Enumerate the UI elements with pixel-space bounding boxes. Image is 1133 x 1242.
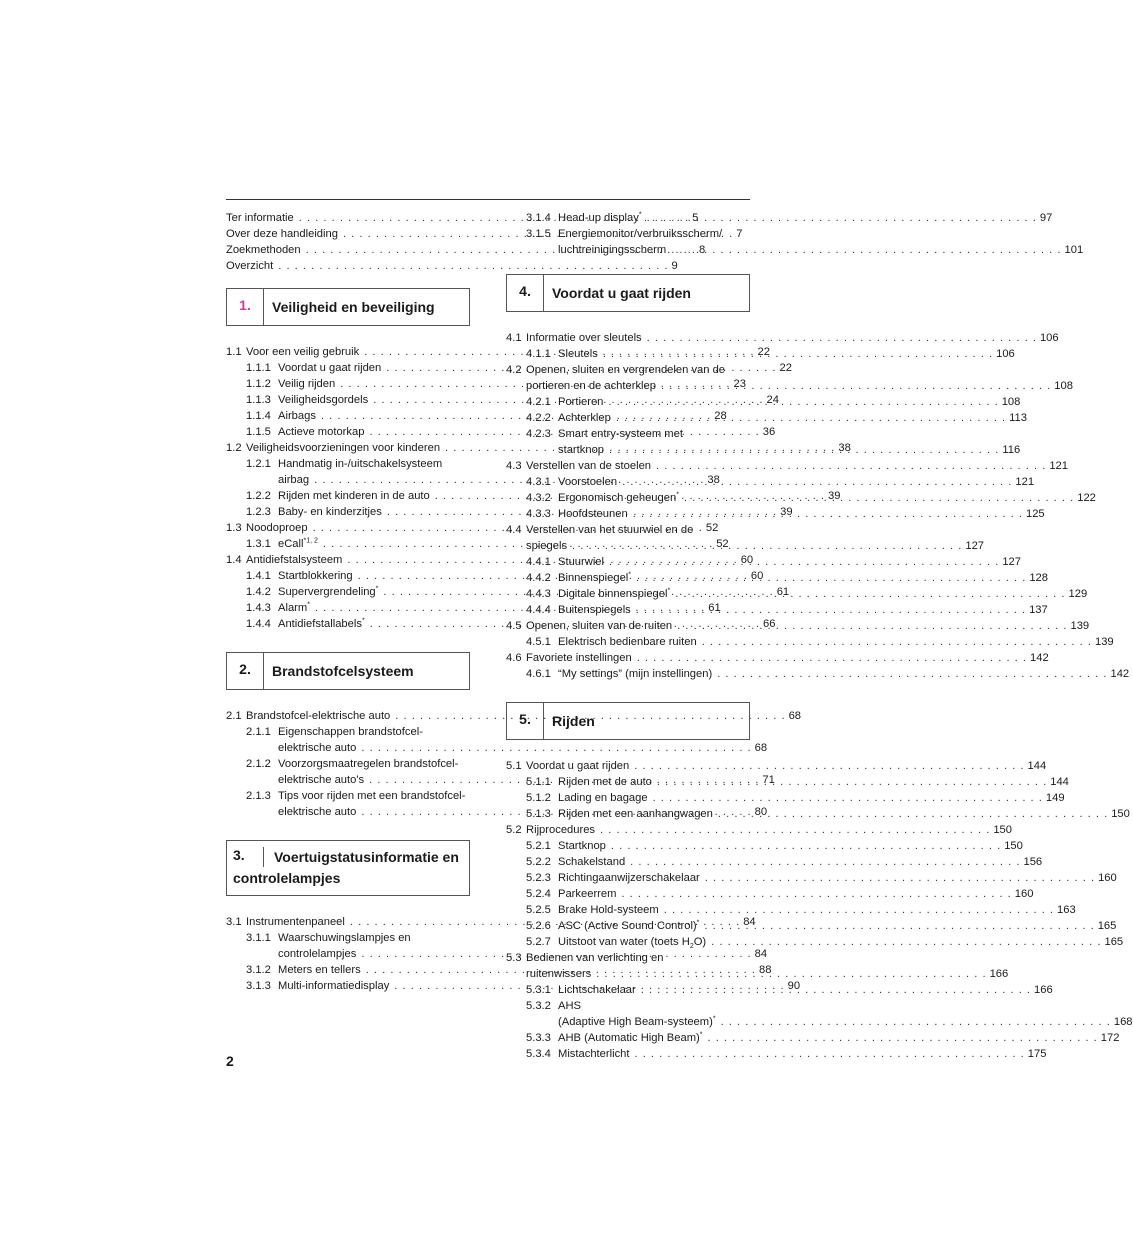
toc-subsection[interactable]: 1.1.2 Veilig rijden . . . 23 (226, 376, 470, 392)
toc-subsection[interactable]: 1.3.1 eCall$^{*1, 2}$ . . . 52 (226, 536, 470, 552)
toc-subsection[interactable]: 4.4.1 Stuurwiel . . . 127 (506, 554, 750, 570)
toc-subsection[interactable]: 3.1.3 Multi-informatiedisplay . . . 90 (226, 978, 470, 994)
toc-section[interactable]: 4.3 Verstellen van de stoelen . . . 121 (506, 458, 750, 474)
toc-section[interactable]: 1.4 Antidiefstalsysteem . . . 60 (226, 552, 470, 568)
toc-subsection[interactable]: 5.1.3 Rijden met een aanhangwagen . . . 150 (506, 806, 750, 822)
toc-subsection[interactable]: 5.3.3 AHB (Automatic High Beam)* . . . 172 (506, 1030, 750, 1046)
top-rule (226, 199, 750, 200)
chapter-title: Voordat u gaat rijden (552, 285, 691, 301)
chapter-heading-3[interactable] (226, 840, 470, 896)
toc-subsection[interactable]: 3.1.4 Head-up display* . . . 97 (506, 210, 750, 226)
toc-subsection[interactable]: 1.2.1 Handmatig in-/uitschakelsysteem airbag . . . 38 (226, 456, 470, 488)
chapter-number: 2. (227, 653, 264, 689)
toc-section[interactable]: 5.3 Bedienen van verlichting en ruitenwissers . . . 166 (506, 950, 750, 982)
chapter-title: Veiligheid en beveiliging (272, 299, 435, 315)
toc-section[interactable]: 1.1 Voor een veilig gebruik . . . 22 (226, 344, 470, 360)
page-number: 2 (226, 1053, 234, 1069)
toc-subsection[interactable]: 1.2.2 Rijden met kinderen in de auto . . . 39 (226, 488, 470, 504)
toc-entry[interactable]: Over deze handleiding . . . 7 (226, 226, 470, 242)
chapter-title: Brandstofcelsysteem (272, 663, 414, 679)
toc-subsection[interactable]: 4.4.2 Binnenspiegel* . . . 128 (506, 570, 750, 586)
toc-section[interactable]: 5.2 Rijprocedures . . . 150 (506, 822, 750, 838)
toc-subsection[interactable]: 4.2.3 Smart entry-systeem met startknop . . . 116 (506, 426, 750, 458)
toc-subsection[interactable]: 4.4.3 Digitale binnenspiegel* . . . 129 (506, 586, 750, 602)
toc-subsection[interactable]: 5.1.1 Rijden met de auto . . . 144 (506, 774, 750, 790)
toc-subsection[interactable]: 1.4.2 Supervergrendeling* . . . 61 (226, 584, 470, 600)
toc-section[interactable]: 4.4 Verstellen van het stuurwiel en de spiegels . . . 127 (506, 522, 750, 554)
toc-subsection[interactable]: 4.6.1 “My settings” (mijn instellingen) . . . 142 (506, 666, 750, 682)
toc-subsection[interactable]: 2.1.2 Voorzorgsmaatregelen brandstofcel- elektrische auto's . . . 71 (226, 756, 470, 788)
toc-subsection[interactable]: 1.4.3 Alarm* . . . 61 (226, 600, 470, 616)
toc-subsection[interactable]: 1.4.4 Antidiefstallabels* . . . 66 (226, 616, 470, 632)
toc-subsection[interactable]: 1.1.1 Voordat u gaat rijden . . . 22 (226, 360, 470, 376)
toc-section[interactable]: 1.3 Noodoproep . . . 52 (226, 520, 470, 536)
toc-subsection[interactable]: 1.2.3 Baby- en kinderzitjes . . . 39 (226, 504, 470, 520)
toc-subsection[interactable]: 4.3.3 Hoofdsteunen . . . 125 (506, 506, 750, 522)
toc-subsection[interactable]: 2.1.1 Eigenschappen brandstofcel- elektrische auto . . . 68 (226, 724, 470, 756)
toc-subsection[interactable]: 1.1.5 Actieve motorkap . . . 36 (226, 424, 470, 440)
toc-subsection[interactable]: 4.5.1 Elektrisch bedienbare ruiten . . . 139 (506, 634, 750, 650)
chapter-number: 1. (227, 289, 264, 325)
toc-subsection[interactable]: 5.1.2 Lading en bagage . . . 149 (506, 790, 750, 806)
toc-subsection[interactable]: 4.2.2 Achterklep . . . 113 (506, 410, 750, 426)
chapter-number: 3. (233, 847, 264, 867)
toc-subsection[interactable]: 5.2.7 Uitstoot van water (toets $H_2O$) . . . 165 (506, 934, 750, 950)
toc-subsection[interactable]: 1.4.1 Startblokkering . . . 60 (226, 568, 470, 584)
chapter-heading-4[interactable] (506, 274, 750, 312)
toc-subsection[interactable]: 5.2.6 ASC (Active Sound Control)* . . . 165 (506, 918, 750, 934)
toc-subsection[interactable]: 5.3.2 AHS (Adaptive High Beam-systeem)* . . . 168 (506, 998, 750, 1030)
toc-section[interactable]: 1.2 Veiligheidsvoorzieningen voor kinderen . . . 38 (226, 440, 470, 456)
chapter-title: Rijden (552, 713, 595, 729)
toc-subsection[interactable]: 1.1.4 Airbags . . . 28 (226, 408, 470, 424)
toc-subsection[interactable]: 4.3.2 Ergonomisch geheugen* . . . 122 (506, 490, 750, 506)
toc-section[interactable]: 4.6 Favoriete instellingen . . . 142 (506, 650, 750, 666)
toc-subsection[interactable]: 5.2.5 Brake Hold-systeem . . . 163 (506, 902, 750, 918)
toc-subsection[interactable]: 5.2.2 Schakelstand . . . 156 (506, 854, 750, 870)
toc-subsection[interactable]: 2.1.3 Tips voor rijden met een brandstofcel- elektrische auto . . . 80 (226, 788, 470, 820)
chapter-title-continued: controlelampjes (233, 870, 341, 886)
chapter-heading-5[interactable] (506, 702, 750, 740)
toc-section[interactable]: 5.1 Voordat u gaat rijden . . . 144 (506, 758, 750, 774)
chapter-heading-2[interactable] (226, 652, 470, 690)
toc-subsection[interactable]: 5.2.1 Startknop . . . 150 (506, 838, 750, 854)
toc-subsection[interactable]: 4.3.1 Voorstoelen . . . 121 (506, 474, 750, 490)
toc-subsection[interactable]: 3.1.1 Waarschuwingslampjes en controlelampjes . . . 84 (226, 930, 470, 962)
toc-section[interactable]: 4.5 Openen, sluiten van de ruiten . . . 139 (506, 618, 750, 634)
toc-subsection[interactable]: 4.2.1 Portieren . . . 108 (506, 394, 750, 410)
toc-subsection[interactable]: 3.1.5 Energiemonitor/verbruiksscherm/ luchtreinigingsscherm . . . 101 (506, 226, 750, 258)
toc-subsection[interactable]: 4.4.4 Buitenspiegels . . . 137 (506, 602, 750, 618)
chapter-heading-1[interactable] (226, 288, 470, 326)
toc-section[interactable]: 4.2 Openen, sluiten en vergrendelen van de portieren en de achterklep . . . 108 (506, 362, 750, 394)
toc-entry[interactable]: Ter informatie . . . 5 (226, 210, 470, 226)
toc-section[interactable]: 4.1 Informatie over sleutels . . . 106 (506, 330, 750, 346)
toc-section[interactable]: 2.1 Brandstofcel-elektrische auto . . . 68 (226, 708, 470, 724)
chapter-title: Voertuigstatusinformatie en (274, 849, 459, 865)
toc-subsection[interactable]: 5.2.3 Richtingaanwijzerschakelaar . . . 160 (506, 870, 750, 886)
toc-section[interactable]: 3.1 Instrumentenpaneel . . . 84 (226, 914, 470, 930)
toc-subsection[interactable]: 3.1.2 Meters en tellers . . . 88 (226, 962, 470, 978)
chapter-number: 5. (507, 703, 544, 739)
toc-subsection[interactable]: 5.3.1 Lichtschakelaar . . . 166 (506, 982, 750, 998)
chapter-number: 4. (507, 275, 544, 311)
toc-subsection[interactable]: 5.2.4 Parkeerrem . . . 160 (506, 886, 750, 902)
toc-entry[interactable]: Zoekmethoden . . . 8 (226, 242, 470, 258)
toc-entry[interactable]: Overzicht . . . 9 (226, 258, 470, 274)
toc-subsection[interactable]: 1.1.3 Veiligheidsgordels . . . 24 (226, 392, 470, 408)
toc-subsection[interactable]: 5.3.4 Mistachterlicht . . . 175 (506, 1046, 750, 1062)
toc-subsection[interactable]: 4.1.1 Sleutels . . . 106 (506, 346, 750, 362)
